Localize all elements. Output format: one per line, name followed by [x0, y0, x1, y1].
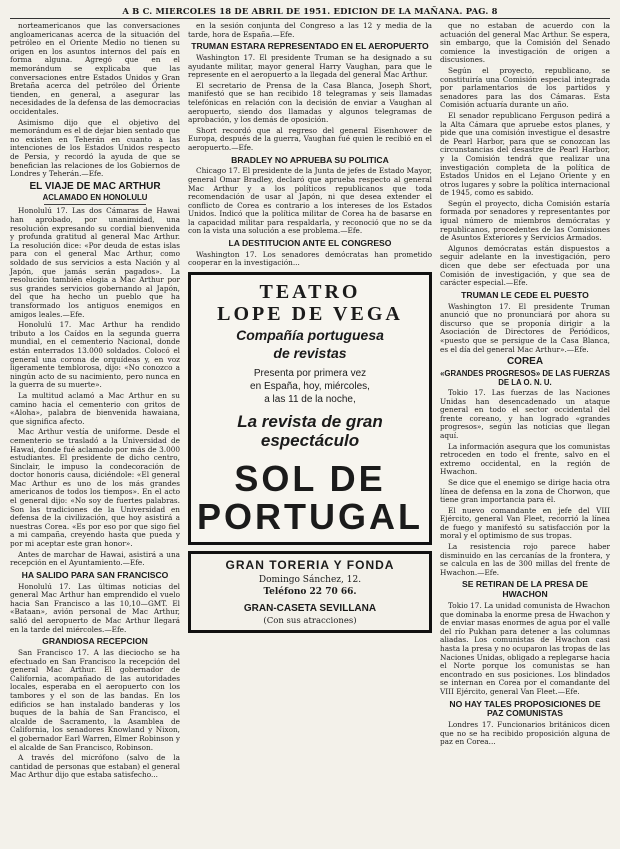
article-paragraph: Algunos demócratas están dispuestos a seguir adelante en la investigación, pero dicen que debe ser efectuada por una Comisión de investigación, y que sea de carácter especial.—Efe.: [440, 243, 610, 288]
article-paragraph: que no estaban de acuerdo con la actuación del general Mac Arthur. Se espera, sin embargo, que la Comisión del Senado comience la investigación de origen a discusiones.: [440, 21, 610, 65]
article-paragraph: San Francisco 17. A las dieciocho se ha efectuado en San Francisco la recepción del general Mac Arthur. El gobernador de California, acompañado de las autoridades locales, esperaba en el aeropuerto con los tambores y el son de las bandas. En los edificios se han instalado banderas y los buques de la bahía de San Francisco, el alcalde de Sacramento, la Asamblea de California, los senadores Knowland y Nixon, el gobernador Earl Warren, Elmer Robinson y el alcalde de San Francisco, Robinson.: [10, 647, 180, 752]
article-paragraph: Washington 17. El presidente Truman se ha designado a su ayudante militar, mayor general Harry Vaughan, para que le represente en el aeropuerto a la llegada del general Mac Arthur.: [188, 52, 432, 80]
column-1: [10, 22, 180, 848]
column-3: [440, 22, 610, 848]
article-paragraph: Según el proyecto, dicha Comisión estaría formada por senadores y representantes por igual número de miembros demócratas y republicanos, procedentes de las Comisiones de Asuntos Exteriores y Servicios Armados.: [440, 198, 610, 243]
article-paragraph: Honolulú 17. Mac Arthur ha rendido tributo a los Caídos en la segunda guerra mundial, en el cementerio Nacional, donde están enterrados 13.000 soldados. Colocó el general una corona de orquídeas y, en voz ligeramente temblorosa, dijo: «No conozco a ningún acto de su nacimiento, pero nunca en la guerra de su muerte».: [10, 320, 180, 390]
headline: NO HAY TALES PROPOSICIONES DE PAZ COMUNISTAS: [449, 698, 601, 719]
headline: GRANDIOSA RECEPCION: [42, 636, 148, 647]
headline: HA SALIDO PARA SAN FRANCISCO: [21, 569, 169, 580]
article-paragraph: Antes de marchar de Hawai, asistirá a una recepción en el Ayuntamiento.—Efe.: [10, 549, 180, 568]
article-paragraph: Honolulú 17. Las dos Cámaras de Hawai han aprobado, por unanimidad, una resolución expresando su cordial bienvenida y profunda gratitud al general Mac Arthur. La resolución dice: «Por deuda de estas islas para con el general Mac Arthur, como soldado de sus servicios a esta Nación y al Japón, que jamás serán pagados». La resolución también elogia a Mac Arthur por sus grandes servicios gobernando al Japón, del que ha hecho un pueblo que ha transformado los antiguos enemigos en amigos leales.—Efe.: [10, 206, 180, 319]
ad-line: TEATRO: [259, 281, 361, 304]
article-paragraph: Washington 17. Los senadores demócratas han prometido cooperar en la investigación...: [188, 249, 432, 268]
article-paragraph: El secretario de Prensa de la Casa Blanca, Joseph Short, manifestó que se han recibido 18 telegramas y seis llamadas telefónicas en relación con la decisión de enviar a Vaughan al aeropuerto, siendo dos llamadas y algunos telegramas de aprobación, y los demás de oposición.: [188, 80, 432, 125]
subheadline: ACLAMADO EN HONOLULU: [42, 193, 148, 203]
ad-line: (Con sus atracciones): [263, 616, 357, 627]
headline: TRUMAN ESTARA REPRESENTADO EN EL AEROPUERTO: [191, 41, 429, 52]
ad-line: GRAN TORERIA Y FONDA: [225, 558, 395, 573]
article-paragraph: norteamericanos que las conversaciones angloamericanas acerca de la situación del petróleo en el Oriente Medio no tienen su origen en los asuntos internos del país en forma alguna. Agregó que en el memorándum se explicaba que las conversaciones entre Estados Unidos y Gran Bretaña acerca del petróleo del Oriente tienden, en general, a asegurar las necesidades de la defensa de las democracias occidentales.: [10, 21, 180, 116]
restaurant-advertisement: [188, 551, 432, 633]
ad-line: espectáculo: [260, 431, 360, 451]
article-paragraph: Mac Arthur vestía de uniforme. Desde el cementerio se trasladó a la Universidad de Hawai, donde fué aclamado por más de 3.000 estudiantes. El presidente de dicho centro, Sinclair, le impuso la condecoración de doctor honoris causa, diciéndole: «El general Mac Arthur es uno de los más grandes americanos de todos los tiempos». En el acto el general dijo: «No soy de fuertes palabras. Son las tradiciones de la Universidad en defensa de la civilización, que hoy asistirá a nuestras Corea. «Es por eso por que sigo fiel a mi campaña, creyendo hasta que pueda y por mi aceptar este gran honor».: [10, 427, 180, 549]
subheadline: «GRANDES PROGRESOS» DE LAS FUERZAS DE LA O. N. U.: [440, 368, 610, 387]
ad-line: Presenta por primera vez: [253, 368, 367, 380]
headline: TRUMAN LE CEDE EL PUESTO: [461, 289, 589, 300]
article-paragraph: Honolulú 17. Las últimas noticias del general Mac Arthur han emprendido el vuelo hacia San Francisco a las 10,10—GMT. El «Bataan», avión personal de Mac Arthur, salió del aeropuerto de Mac Arthur llegará en la tarde del miércoles.—Efe.: [10, 581, 180, 634]
ad-line: a las 11 de la noche,: [264, 394, 356, 406]
ad-line: de revistas: [273, 345, 347, 362]
article-paragraph: La multitud aclamó a Mac Arthur en su camino hacia el cementerio con gritos de «Aloha», palabra de bienvenida hawaiana, que significa afecto.: [10, 390, 180, 426]
page-header: A B C. MIERCOLES 18 DE ABRIL DE 1951. EDICION DE LA MAÑANA. PAG. 8: [10, 6, 610, 19]
article-paragraph: El senador republicano Ferguson pedirá a la Alta Cámara que apruebe estos planes, y pide que una comisión investigue el desastre de Pearl Harbor, para que se conozcan las circunstancias del desastre de Pearl Harbor, y la Comisión tendrá que realizar una investigación completa de la política de Estados Unidos en el Lejano Oriente y en otros lugares y sobre la política internacional de 1945, como es sabido.: [440, 110, 610, 198]
article-paragraph: El nuevo comandante en jefe del VIII Ejército, general Van Fleet, recorrió la línea de fuego y manifestó su satisfacción por la moral y el optimismo de sus tropas.: [440, 505, 610, 541]
article-paragraph: La resistencia rojo parece haber disminuido en las cercanías de la frontera, y se calcula en las de 300 millas del frente de Hwachon.—Efe.: [440, 542, 610, 577]
ad-line: Compañía portuguesa: [236, 327, 384, 344]
article-paragraph: Londres 17. Funcionarios británicos dicen que no se ha recibido proposición alguna de paz en Corea...: [440, 720, 610, 747]
article-paragraph: Según el proyecto, republicano, se constituiría una Comisión especial integrada por parlamentarios de los partidos y senadores para las dos Cámaras. Esta Comisión actuaría durante un año.: [440, 65, 610, 110]
article-paragraph: La información asegura que los comunistas retroceden en todo el frente, salvo en el extremo occidental, en la región de Hwachon.: [440, 441, 610, 477]
ad-line: en España, hoy, miércoles,: [250, 381, 370, 393]
headline: EL VIAJE DE MAC ARTHUR: [29, 180, 161, 192]
article-paragraph: Washington 17. El presidente Truman anunció que no pronunciará por ahora su discurso que se proponía dirigir a la Asociación de Directores de Periódicos, «puesto que se persigue de la Casa Blanca, es el día del general Mac Arthur».—Efe.: [440, 301, 610, 354]
article-paragraph: Tokio 17. Las fuerzas de las Naciones Unidas han desencadenado un ataque general en todo el sector occidental del frente coreano, y han logrado «grandes progresos», según las noticias que llegan aquí.: [440, 387, 610, 440]
ad-line: Domingo Sánchez, 12.: [258, 575, 362, 586]
headline: SE RETIRAN DE LA PRESA DE HWACHON: [462, 579, 588, 600]
ad-line: Teléfono 22 70 66.: [263, 587, 357, 598]
ad-title: SOL DE: [234, 458, 386, 500]
ad-title: PORTUGAL: [197, 496, 423, 538]
article-paragraph: Short recordó que al regreso del general Eisenhower de Europa, después de la guerra, Vaughan fué quien le recibió en el aeropuerto.—Efe.: [188, 125, 432, 152]
article-paragraph: Asimismo dijo que el objetivo del memorándum es el de dejar bien sentado que no existen en Teherán en cuanto a las intenciones de los Estados Unidos respecto de Persia, y recordó la ayuda de que se benefician las relaciones de los Gobiernos de Londres y Teherán.—Efe.: [10, 117, 180, 179]
headline: LA DESTITUCION ANTE EL CONGRESO: [228, 238, 392, 249]
divider: [44, 204, 146, 205]
article-paragraph: Tokio 17. La unidad comunista de Hwachon que dominaba la enorme presa de Hwachon y de enviar masas enormes de agua por el valle del río Pukhan para detener a las columnas aliadas. Los comunistas de Hwachon casi hasta la presa y no ocuparon las tropas de las Naciones Unidas, obligado a replegarse hacia el Norte porque los comunistas se han encontrado en sus posiciones. Los blindados se internan en Corea por el comandante del VIII Ejército, general Van Fleet.—Efe.: [440, 601, 610, 696]
columns: [10, 22, 610, 848]
ad-line: LOPE DE VEGA: [217, 303, 403, 326]
ad-line: GRAN-CASETA SEVILLANA: [243, 603, 377, 615]
headline: COREA: [506, 356, 544, 368]
theatre-advertisement: [188, 272, 432, 545]
article-paragraph: Chicago 17. El presidente de la Junta de jefes de Estado Mayor, general Omar Bradley, declaró que aprueba respecto al general Mac Arthur y a los políticos republicanos que toda recomendación de usar al Japón, ni que desea extender el conflicto de Corea es contrario a los intereses de los Estados Unidos. Indicó que la política militar de Corea ha de basarse en la capacidad militar para respaldarla, y reconoció que no se da con la vista una solución a ese problema.—Efe.: [188, 166, 432, 236]
article-paragraph: Se dice que el enemigo se dirige hacia otra línea de defensa en la zona de Chorwon, que tiene gran importancia para él.: [440, 477, 610, 505]
article-paragraph: en la sesión conjunta del Congreso a las 12 y media de la tarde, hora de España.—Efe.: [188, 21, 432, 39]
headline: BRADLEY NO APRUEBA SU POLITICA: [231, 154, 389, 165]
column-2: [188, 22, 432, 848]
ad-line: La revista de gran: [237, 412, 383, 432]
article-paragraph: A través del micrófono (salvo de la cantidad de personas que estaban) el general Mac Arthur dijo que estaba satisfecho...: [10, 753, 180, 780]
